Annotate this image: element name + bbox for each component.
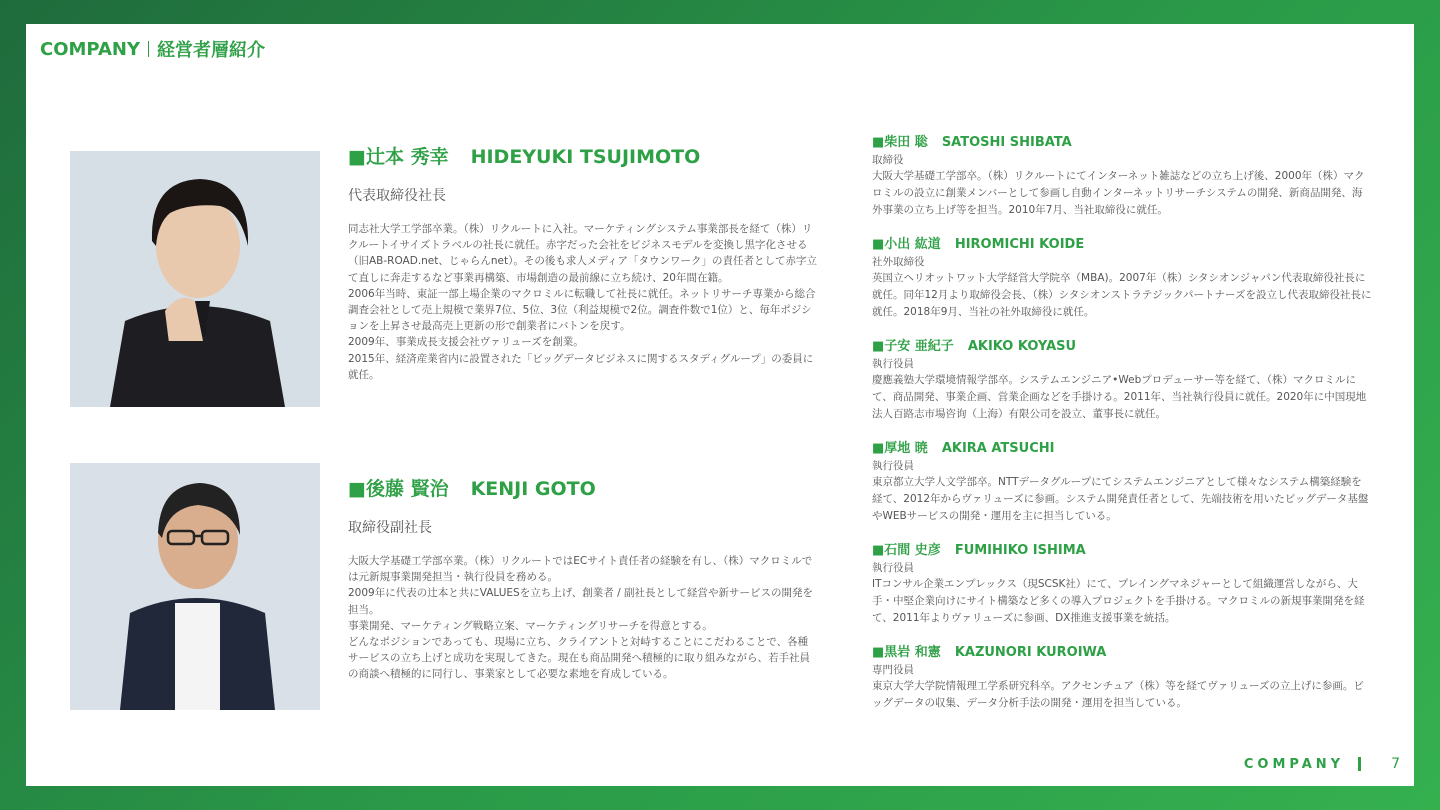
header-divider (148, 41, 149, 57)
executive-role: 専門役員 (872, 664, 914, 676)
executive-profile-atsuchi (872, 440, 1372, 525)
executive-bio: 東京都立大学人文学部卒。NTTデータグループにてシステムエンジニアとして様々なシステム構築経験を経て、2012年からヴァリューズに参画。システム開発責任者として、先端技術を用いたビッグデータ基盤やWEBサービスの開発・運用を主に担当している。 (872, 476, 1369, 522)
executive-name-en: FUMIHIKO ISHIMA (954, 543, 1086, 558)
executive-name (872, 134, 1372, 151)
bio-paragraph: 大阪大学基礎工学部卒業。（株）リクルートではECサイト責任者の経験を有し、（株）マクロミルでは元新規事業開発担当・執行役員を務める。 (348, 555, 813, 584)
executive-name-ja: ■子安 亜紀子 (872, 339, 954, 354)
executive-bio: 大阪大学基礎工学部卒。（株）リクルートにてインターネット雑誌などの立ち上げ後、2000年（株）マクロミルの設立に創業メンバーとして参画し自動インターネットリサーチシステムの開発、新商品開発、海外事業の立ち上げ等を担当。2010年7月、当社取締役に就任。 (872, 170, 1365, 216)
executive-name-en: KAZUNORI KUROIWA (954, 645, 1107, 660)
executive-name-ja: ■黒岩 和憲 (872, 645, 941, 660)
bio-paragraph: 2009年に代表の辻本と共にVALUESを立ち上げ、創業者 / 副社長として経営や新サービスの開発を担当。 (348, 587, 814, 616)
executive-name (872, 338, 1372, 355)
executive-name-en: HIROMICHI KOIDE (954, 237, 1085, 252)
leader-role: 代表取締役社長 (348, 188, 446, 204)
leader-profile-tsujimoto (348, 145, 818, 383)
leader-bio (348, 221, 818, 383)
portrait-photo-tsujimoto (70, 151, 320, 407)
executive-bio: 慶應義塾大学環境情報学部卒。システムエンジニア•Webプロデューサー等を経て、（株）マクロミルにて、商品開発、事業企画、営業企画などを手掛ける。2011年、当社執行役員に就任。2020年に中国現地法人百路志市場咨询（上海）有限公司を設立、董事長に就任。 (872, 374, 1367, 420)
executive-name-en: AKIRA ATSUCHI (941, 441, 1055, 456)
bio-paragraph: 2006年当時、東証一部上場企業のマクロミルに転職して社長に就任。ネットリサーチ専業から総合調査会社として売上規模で業界7位、5位、3位（利益規模で2位。調査件数で1位）と、毎年ポジションを上昇させ最高売上更新の形で創業者にバトンを戻す。 (348, 287, 816, 333)
executive-role: 執行役員 (872, 562, 914, 574)
leader-bio (348, 553, 818, 683)
leader-profile-goto (348, 477, 818, 683)
executive-name (872, 542, 1372, 559)
bio-paragraph: 同志社大学工学部卒業。（株）リクルートに入社。マーケティングシステム事業部長を経て（株）リクルートイサイズトラベルの社長に就任。赤字だった会社をビジネスモデルを変換し黒字化させる（旧AB-ROAD.net、じゃらんnet）。その後も求人メディア「タウンワーク」の責任者として赤字立て直しに奔走するなど事業再構築、市場創造の最前線に立ち続け、20年間在籍。 (348, 223, 818, 284)
executive-name-ja: ■小出 紘道 (872, 237, 941, 252)
leader-name (348, 477, 818, 501)
executive-name-ja: ■柴田 聡 (872, 135, 928, 150)
slide-header (40, 38, 265, 60)
executive-role: 取締役 (872, 154, 904, 166)
slide-footer (1244, 755, 1400, 773)
executive-profile-kuroiwa (872, 644, 1372, 712)
bio-paragraph: どんなポジションであっても、現場に立ち、クライアントと対峙することにこだわることで、各種サービスの立ち上げと成功を実現してきた。現在も商品開発へ積極的に取り組みながら、若手社員の商談へ積極的に同行し、事業家として必要な素地を育成している。 (348, 636, 810, 681)
executive-role: 執行役員 (872, 358, 914, 370)
footer-section-label: COMPANY (1243, 756, 1345, 772)
portrait-photo-goto (70, 463, 320, 710)
leader-role: 取締役副社長 (348, 520, 432, 536)
executive-profile-koide (872, 236, 1372, 321)
executive-name (872, 644, 1372, 661)
portrait-tsujimoto-image (70, 151, 320, 407)
section-label: COMPANY (40, 38, 140, 60)
footer-divider (1358, 757, 1361, 771)
leader-name-ja: ■後藤 賢治 (348, 478, 449, 500)
portrait-goto-image (70, 463, 320, 710)
executive-name-ja: ■厚地 暁 (872, 441, 928, 456)
executive-name-en: SATOSHI SHIBATA (941, 135, 1072, 150)
slide (26, 24, 1414, 786)
executive-profile-shibata (872, 134, 1372, 219)
executive-role: 執行役員 (872, 460, 914, 472)
leader-name-ja: ■辻本 秀幸 (348, 146, 449, 168)
bio-paragraph: 2015年、経済産業省内に設置された「ビッグデータビジネスに関するスタディグループ」の委員に就任。 (348, 352, 814, 381)
bio-paragraph: 2009年、事業成長支援会社ヴァリューズを創業。 (348, 336, 584, 349)
leader-name-en: HIDEYUKI TSUJIMOTO (470, 146, 701, 168)
executive-name-ja: ■石間 史彦 (872, 543, 941, 558)
page-number: 7 (1391, 756, 1400, 772)
executive-name (872, 236, 1372, 253)
bio-paragraph: 事業開発、マーケティング戦略立案、マーケティングリサーチを得意とする。 (348, 619, 713, 632)
executive-bio: 東京大学大学院情報理工学系研究科卒。アクセンチュア（株）等を経てヴァリューズの立上げに参画。ビッグデータの収集、データ分析手法の開発・運用を担当している。 (872, 680, 1364, 709)
executive-bio: ITコンサル企業エンプレックス（現SCSK社）にて、プレイングマネジャーとして組織運営しながら、大手・中堅企業向けにサイト構築など多くの導入プロジェクトを手掛ける。マクロミルの新規事業開発を経て、2011年よりヴァリューズに参画、DX推進支援事業を統括。 (872, 578, 1365, 624)
page-title: 経営者層紹介 (157, 40, 265, 61)
executive-name (872, 440, 1372, 457)
executive-name-en: AKIKO KOYASU (967, 339, 1077, 354)
leader-name (348, 145, 818, 169)
executive-bio: 英国立ヘリオットワット大学経営大学院卒（MBA)。2007年（株）シタシオンジャパン代表取締役社長に就任。同年12月より取締役会長、（株）シタシオンストラテジックパートナーズを設立し代表取締役社長に就任。2018年9月、当社の社外取締役に就任。 (872, 272, 1372, 318)
executive-role: 社外取締役 (872, 256, 925, 268)
leader-name-en: KENJI GOTO (470, 478, 596, 500)
executive-profile-koyasu (872, 338, 1372, 423)
executive-profile-ishima (872, 542, 1372, 627)
